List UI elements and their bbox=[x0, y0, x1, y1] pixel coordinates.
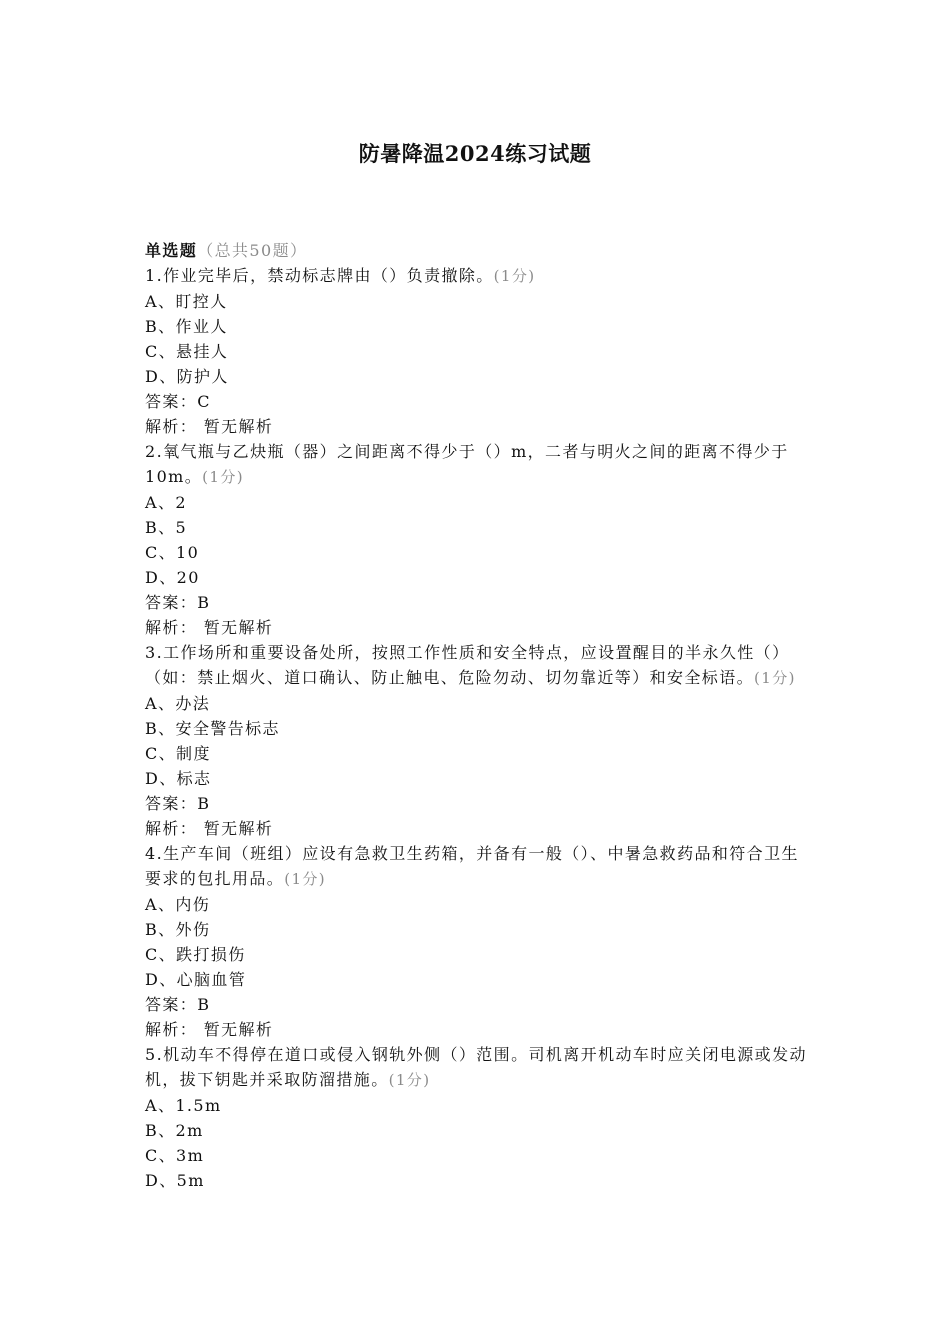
question-text bbox=[145, 640, 810, 691]
option-b: B、外伤 bbox=[145, 920, 211, 939]
analysis-label: 解析： bbox=[145, 819, 198, 838]
analysis-label: 解析： bbox=[145, 417, 198, 436]
question-stem: 3.工作场所和重要设备处所，按照工作性质和安全特点，应设置醒目的半永久性（）（如：禁止烟火、道口确认、防止触电、危险勿动、切勿靠近等）和安全标语。 bbox=[145, 643, 790, 687]
analysis-value: 暂无解析 bbox=[203, 417, 274, 436]
answer-label: 答案： bbox=[145, 995, 198, 1014]
option-b: B、安全警告标志 bbox=[145, 719, 280, 738]
section-name: 单选题 bbox=[145, 241, 198, 260]
option-c: C、3m bbox=[145, 1146, 205, 1165]
question-text bbox=[145, 841, 810, 892]
option-a: A、1.5m bbox=[145, 1096, 222, 1115]
analysis-value: 暂无解析 bbox=[203, 618, 274, 637]
option-d: D、5m bbox=[145, 1171, 205, 1190]
option-a: A、盯控人 bbox=[145, 292, 228, 311]
answer-line bbox=[145, 389, 810, 414]
question-stem: 2.氧气瓶与乙炔瓶（器）之间距离不得少于（）m，二者与明火之间的距离不得少于10m。 bbox=[145, 442, 789, 486]
question-score: (1分) bbox=[493, 267, 536, 285]
question-stem: 1.作业完毕后，禁动标志牌由（）负责撤除。 bbox=[145, 266, 494, 285]
question-text bbox=[145, 439, 810, 490]
answer-value: B bbox=[197, 995, 211, 1014]
answer-label: 答案： bbox=[145, 593, 198, 612]
analysis-line bbox=[145, 414, 810, 439]
option-a: A、内伤 bbox=[145, 895, 211, 914]
question-2 bbox=[145, 439, 810, 640]
question-score: (1分) bbox=[202, 468, 244, 486]
question-text bbox=[145, 263, 810, 289]
question-score: (1分) bbox=[388, 1071, 431, 1089]
analysis-label: 解析： bbox=[145, 618, 198, 637]
analysis-value: 暂无解析 bbox=[203, 819, 274, 838]
option-c: C、10 bbox=[145, 543, 200, 562]
answer-value: B bbox=[197, 593, 211, 612]
question-text bbox=[145, 1042, 810, 1093]
answer-line bbox=[145, 590, 810, 615]
page-title: 防暑降温2024练习试题 bbox=[358, 141, 592, 166]
answer-line bbox=[145, 791, 810, 816]
option-a: A、办法 bbox=[145, 694, 211, 713]
answer-label: 答案： bbox=[145, 794, 198, 813]
option-b: B、5 bbox=[145, 518, 188, 537]
question-score: (1分) bbox=[284, 870, 327, 888]
analysis-value: 暂无解析 bbox=[203, 1020, 274, 1039]
analysis-label: 解析： bbox=[145, 1020, 198, 1039]
answer-label: 答案： bbox=[145, 392, 198, 411]
question-1 bbox=[145, 263, 810, 439]
question-stem: 5.机动车不得停在道口或侵入钢轨外侧（）范围。司机离开机动车时应关闭电源或发动机，拔下钥匙并采取防溜措施。 bbox=[145, 1045, 807, 1089]
answer-line bbox=[145, 992, 810, 1017]
option-c: C、悬挂人 bbox=[145, 342, 229, 361]
analysis-line bbox=[145, 615, 810, 640]
answer-value: B bbox=[197, 794, 211, 813]
option-c: C、跌打损伤 bbox=[145, 945, 246, 964]
option-c: C、制度 bbox=[145, 744, 211, 763]
section-count: （总共50题） bbox=[197, 241, 308, 260]
section-header bbox=[145, 238, 810, 263]
option-d: D、标志 bbox=[145, 769, 212, 788]
option-b: B、2m bbox=[145, 1121, 204, 1140]
option-d: D、心脑血管 bbox=[145, 970, 247, 989]
question-3 bbox=[145, 640, 810, 841]
option-a: A、2 bbox=[145, 493, 187, 512]
question-score: (1分) bbox=[754, 669, 796, 687]
answer-value: C bbox=[197, 392, 211, 411]
question-stem: 4.生产车间（班组）应设有急救卫生药箱，并备有一般（）、中暑急救药品和符合卫生要求的包扎用品。 bbox=[145, 844, 799, 888]
option-b: B、作业人 bbox=[145, 317, 228, 336]
option-d: D、防护人 bbox=[145, 367, 229, 386]
option-d: D、20 bbox=[145, 568, 200, 587]
analysis-line bbox=[145, 816, 810, 841]
question-list bbox=[145, 238, 810, 1193]
question-5 bbox=[145, 1042, 810, 1193]
question-4 bbox=[145, 841, 810, 1042]
analysis-line bbox=[145, 1017, 810, 1042]
